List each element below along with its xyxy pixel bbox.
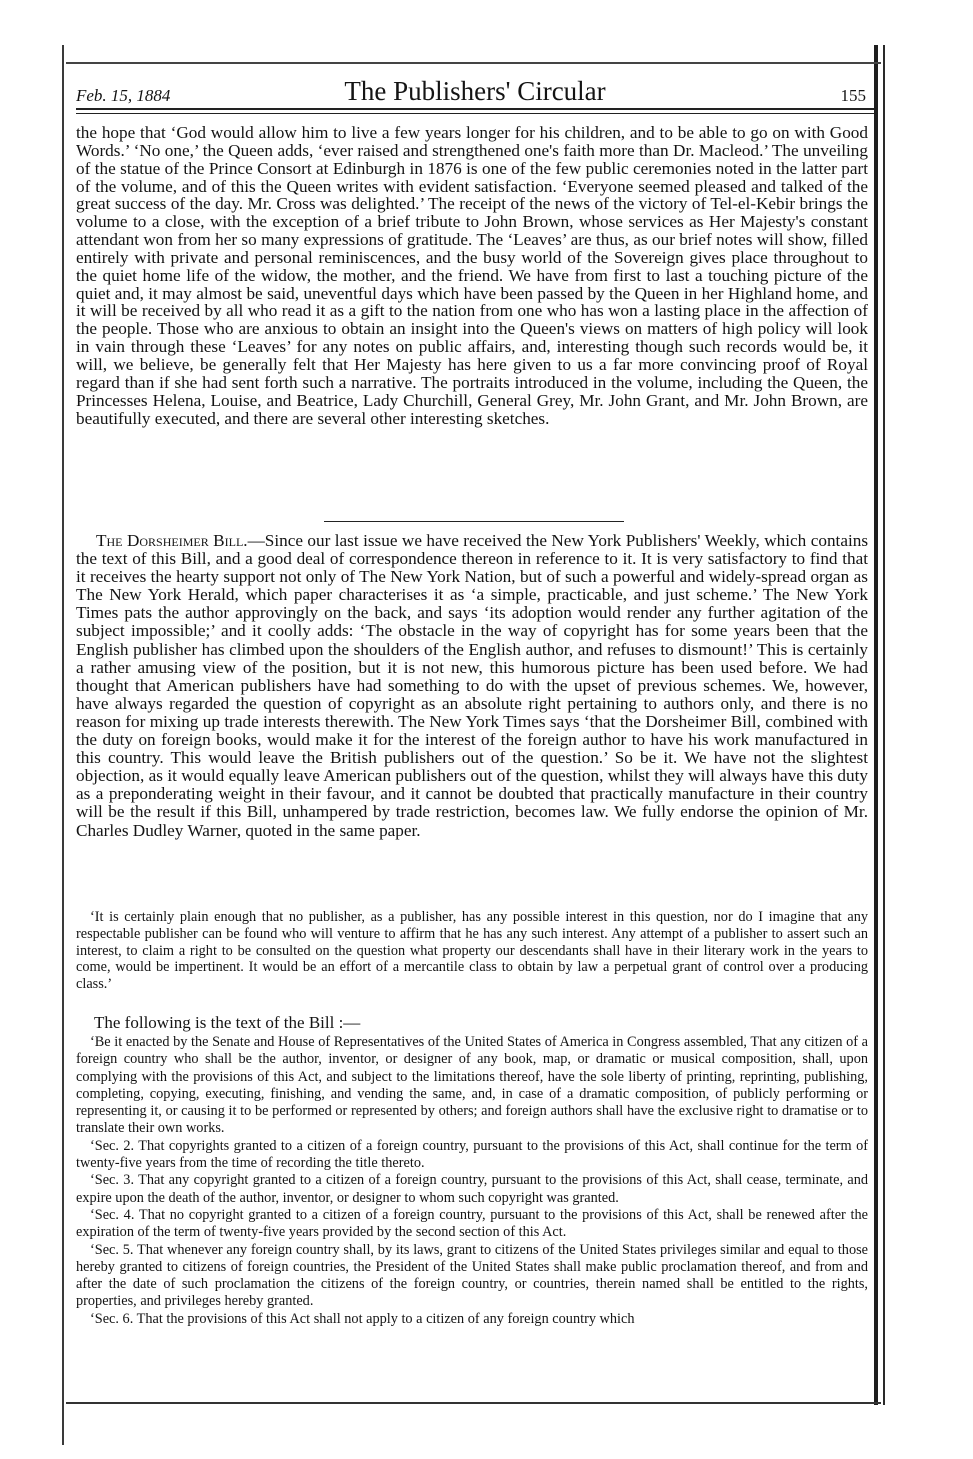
- article-heading: The Dorsheimer Bill.: [96, 531, 248, 550]
- bill-section: ‘Sec. 4. That no copyright granted to a citizen of a foreign country, pursuant to the provisions of this Act, shall be renewed after the expiration of the term of twenty-five years provided by the second section of this Act.: [76, 1206, 868, 1241]
- bill-section: ‘Be it enacted by the Senate and House of Representatives of the United States of America in Congress assembled, That any citizen of a foreign country who shall be the author, inventor, or designer of any book, map, or dramatic or musical composition, shall, upon complying with the provisions of this Act, and subject to the limitations thereof, have the sole liberty of printing, reprinting, publishing, completing, copying, executing, finishing, and vending the same, and, in case of a dramatic composition, of publicly performing or representing it, or causing it to be performed or represented by others; and foreign authors shall have the exclusive right to dramatise or to translate their own works.: [76, 1034, 868, 1137]
- page-header: [76, 72, 874, 106]
- bill-text: [76, 1034, 868, 1328]
- right-border-rule-inner: [883, 45, 885, 1405]
- paragraph: [76, 532, 868, 840]
- quote-text: ‘It is certainly plain enough that no publisher, as a publisher, has any possible interest in this question, nor do I imagine that any respectable publisher can be found who will venture to affirm that he has any such interest. Any attempt of a publisher to assert such an interest, to claim a right to be consulted on the question what property our descendants shall have in their literary work in the years to come, would be impertinent. It would be an effort of a mercantile class to obtain by law a perpetual grant of control over a producing class.’: [76, 909, 868, 993]
- bottom-border-rule: [66, 1402, 881, 1404]
- warner-quote: [76, 909, 868, 993]
- header-rule: [76, 108, 874, 110]
- header-rule-thin: [76, 113, 874, 114]
- bill-section: ‘Sec. 3. That any copyright granted to a citizen of a foreign country, pursuant to the provisions of this Act, shall cease, terminate, and expire upon the death of the author, inventor, or designer to whom such copyright was granted.: [76, 1172, 868, 1206]
- bill-section: ‘Sec. 6. That the provisions of this Act shall not apply to a citizen of any foreign country which: [90, 1310, 635, 1327]
- bill-section: ‘Sec. 5. That whenever any foreign country shall, by its laws, grant to citizens of the United States privileges similar and equal to those hereby granted to citizens of foreign countries, the President of the United States shall make public proclamation thereof, and from and after the date of such proclamation the citizens of the foreign country, or countries, therein named shall be entitled to the rights, properties, and privileges hereby granted.: [76, 1241, 868, 1310]
- page-title: The Publishers' Circular: [344, 76, 606, 106]
- article-body: —Since our last issue we have received the New York Publishers' Weekly, which contains the text of this Bill, and a good deal of correspondence thereon in reference to it. It is very satisfactory to find that it receives the hearty support not only of The New York Nation, but of such a powerful and widely-spread organ as The New York Herald, which paper characterises it as ‘a simple, practicable, and just scheme.’ The New York Times pats the author approvingly on the back, and says ‘its adoption would render any further agitation of the subject impossible;’ and it coolly adds: ‘The obstacle in the way of copyright has for some years been that the English publisher has climbed upon the shoulders of the English author, and refuses to dismount!’ This is certainly a rather amusing view of the position, but it is not new, this humorous picture has been used before. We had thought that American publishers have had something to do with the upset of previous schemes. We, however, have always regarded the question of copyright as an absolute right pertaining to authors only, and there is no reason for mixing up trade interests therewith. The New York Times says ‘that the Dorsheimer Bill, combined with the duty on foreign books, would make it for the interest of the foreign author to have his work manufactured in this country. This would leave the British publishers out of the question.’ So be it. We have not the slightest objection, as it would equally leave American publishers out of the question, whilst they will always have this duty as a preponderating weight in their favour, and it cannot be doubted that practically manufacture in their country will be the result if this Bill, unhampered by trade restriction, becomes law. We fully endorse the opinion of Mr. Charles Dudley Warner, quoted in the same paper.: [76, 531, 869, 840]
- article-dorsheimer-bill: [76, 532, 868, 840]
- top-border-rule: [66, 62, 881, 64]
- issue-date: Feb. 15, 1884: [76, 86, 171, 105]
- bill-intro: The following is the text of the Bill :—: [94, 1013, 361, 1032]
- page-number: 155: [840, 86, 866, 105]
- right-border-rule: [874, 45, 878, 1405]
- bill-section: ‘Sec. 2. That copyrights granted to a citizen of a foreign country, pursuant to the provisions of this Act, shall continue for the term of twenty-five years from the time of recording the title thereto.: [76, 1137, 868, 1172]
- paragraph: the hope that ‘God would allow him to live a few years longer for his children, and to be able to go on with Good Words.’ ‘No one,’ the Queen adds, ‘ever raised and strengthened one's faith more than Dr. Macleod.’ The unveiling of the statue of the Prince Consort at Edinburgh in 1876 is one of the few public ceremonies noted in the latter part of the volume, and of this the Queen writes with evident satisfaction. ‘Everyone seemed pleased and talked of the great success of the day. Mr. Cross was delighted.’ The receipt of the news of the victory of Tel-el-Kebir brings the volume to a close, with the exception of a brief tribute to John Brown, whose services as Her Majesty's constant attendant won from her so many expressions of gratitude. The ‘Leaves’ are thus, as our brief notes will show, filled entirely with private and personal reminiscences, and the busy world of the Sovereign gives place throughout to the quiet home life of the widow, the mother, and the friend. We have from first to last a touching picture of the quiet and, it may almost be said, uneventful days which have been passed by the Queen in her Highland home, and it will be received by all who read it as a gift to the nation from one who has won a lasting place in the affection of the people. Those who are anxious to obtain an insight into the Queen's views on matters of high policy will look in vain through these ‘Leaves’ for any notes on public affairs, and, interesting though such records would be, it will, we believe, be generally felt that Her Majesty has here given to us a far more convincing proof of Royal regard than if she had sent forth such a narrative. The portraits introduced in the volume, including the Queen, the Princesses Helena, Louise, and Beatrice, Lady Churchill, General Grey, Mr. John Grant, and Mr. John Brown, are beautifully executed, and there are several other interesting sketches.: [76, 123, 868, 428]
- left-border-rule: [62, 45, 64, 1445]
- section-divider: [324, 521, 624, 522]
- article-leaves-review: [76, 124, 868, 427]
